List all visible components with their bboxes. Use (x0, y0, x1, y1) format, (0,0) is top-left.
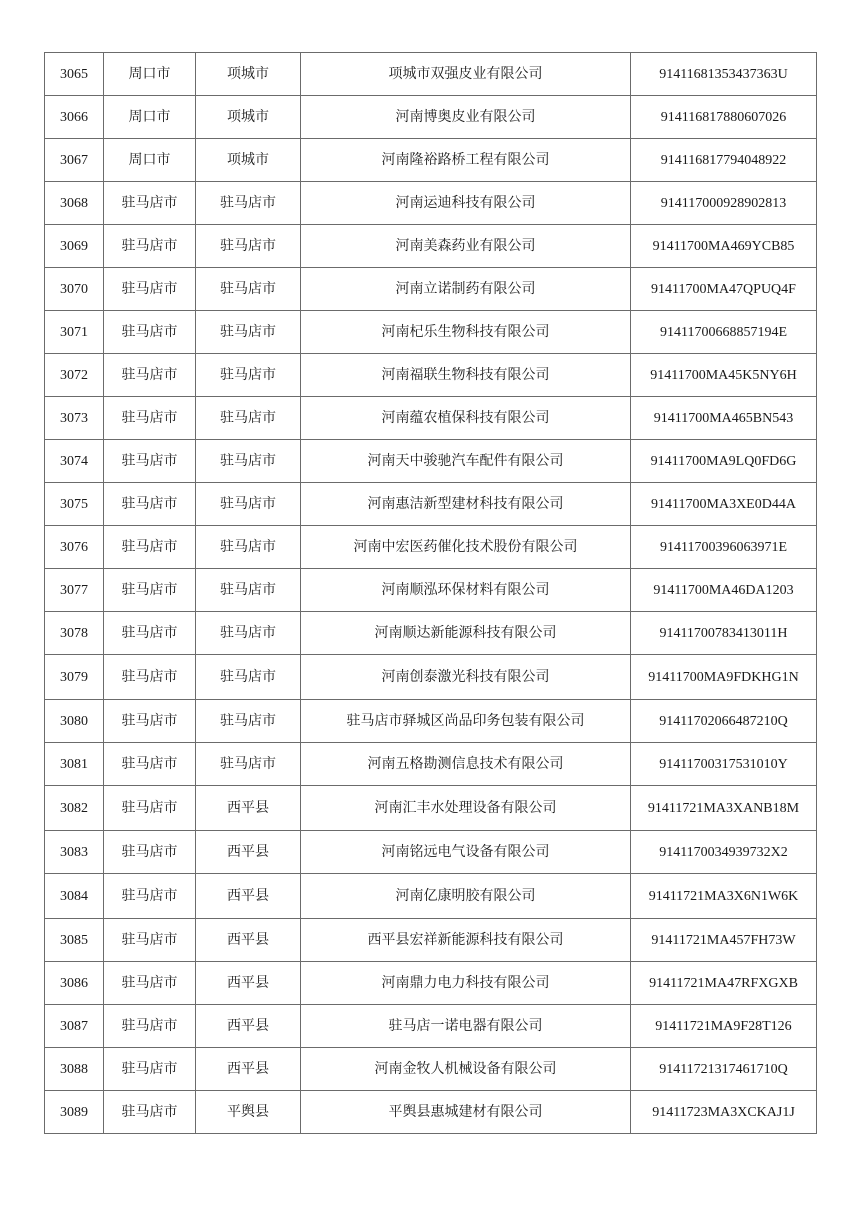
row-index: 3073 (45, 397, 104, 440)
row-county: 项城市 (196, 139, 301, 182)
row-city: 驻马店市 (104, 1091, 196, 1134)
row-company-name: 河南顺达新能源科技有限公司 (301, 612, 631, 655)
row-index: 3071 (45, 311, 104, 354)
row-credit-code: 91411721317461710Q (631, 1048, 817, 1091)
row-city: 驻马店市 (104, 569, 196, 612)
row-company-name: 河南惠洁新型建材科技有限公司 (301, 483, 631, 526)
row-county: 驻马店市 (196, 612, 301, 655)
row-company-name: 河南运迪科技有限公司 (301, 182, 631, 225)
table-row (45, 354, 817, 397)
row-company-name: 驻马店市驿城区尚品印务包装有限公司 (301, 700, 631, 743)
row-index: 3077 (45, 569, 104, 612)
row-city: 驻马店市 (104, 700, 196, 743)
row-city: 周口市 (104, 139, 196, 182)
row-city: 驻马店市 (104, 874, 196, 919)
row-company-name: 河南汇丰水处理设备有限公司 (301, 786, 631, 831)
row-county: 驻马店市 (196, 700, 301, 743)
row-county: 驻马店市 (196, 655, 301, 700)
row-company-name: 河南立诺制药有限公司 (301, 268, 631, 311)
row-credit-code: 914116817880607026 (631, 96, 817, 139)
row-index: 3080 (45, 700, 104, 743)
table-row (45, 397, 817, 440)
row-credit-code: 91411700MA469YCB85 (631, 225, 817, 268)
company-list-table (44, 52, 817, 1134)
row-city: 驻马店市 (104, 831, 196, 874)
row-credit-code: 91411721MA3X6N1W6K (631, 874, 817, 919)
row-county: 项城市 (196, 96, 301, 139)
row-company-name: 河南五格勘测信息技术有限公司 (301, 743, 631, 786)
table-row (45, 483, 817, 526)
row-company-name: 河南亿康明胶有限公司 (301, 874, 631, 919)
table-row (45, 268, 817, 311)
row-company-name: 西平县宏祥新能源科技有限公司 (301, 919, 631, 962)
row-county: 西平县 (196, 786, 301, 831)
row-index: 3069 (45, 225, 104, 268)
row-city: 驻马店市 (104, 919, 196, 962)
row-index: 3068 (45, 182, 104, 225)
row-index: 3088 (45, 1048, 104, 1091)
row-company-name: 河南隆裕路桥工程有限公司 (301, 139, 631, 182)
table-row (45, 743, 817, 786)
row-county: 平舆县 (196, 1091, 301, 1134)
row-index: 3081 (45, 743, 104, 786)
table-row (45, 1005, 817, 1048)
row-index: 3086 (45, 962, 104, 1005)
row-company-name: 河南金牧人机械设备有限公司 (301, 1048, 631, 1091)
row-county: 驻马店市 (196, 569, 301, 612)
row-index: 3087 (45, 1005, 104, 1048)
row-city: 驻马店市 (104, 786, 196, 831)
row-city: 驻马店市 (104, 962, 196, 1005)
row-city: 驻马店市 (104, 1005, 196, 1048)
table-row (45, 700, 817, 743)
row-city: 驻马店市 (104, 440, 196, 483)
row-county: 西平县 (196, 1005, 301, 1048)
row-county: 驻马店市 (196, 743, 301, 786)
table-row (45, 96, 817, 139)
table-row (45, 1091, 817, 1134)
row-county: 驻马店市 (196, 440, 301, 483)
row-city: 驻马店市 (104, 311, 196, 354)
row-credit-code: 91411721MA457FH73W (631, 919, 817, 962)
table-row (45, 874, 817, 919)
row-city: 驻马店市 (104, 612, 196, 655)
row-index: 3084 (45, 874, 104, 919)
row-index: 3083 (45, 831, 104, 874)
row-index: 3089 (45, 1091, 104, 1134)
row-credit-code: 91411700668857194E (631, 311, 817, 354)
row-index: 3078 (45, 612, 104, 655)
table-row (45, 919, 817, 962)
row-county: 西平县 (196, 831, 301, 874)
table-row (45, 311, 817, 354)
row-index: 3075 (45, 483, 104, 526)
row-index: 3085 (45, 919, 104, 962)
table-row (45, 655, 817, 700)
row-company-name: 河南顺泓环保材料有限公司 (301, 569, 631, 612)
table-row (45, 962, 817, 1005)
row-company-name: 河南蕴农植保科技有限公司 (301, 397, 631, 440)
table-row (45, 139, 817, 182)
row-company-name: 河南天中骏驰汽车配件有限公司 (301, 440, 631, 483)
row-county: 西平县 (196, 962, 301, 1005)
table-body (45, 53, 817, 1134)
row-credit-code: 91411721MA47RFXGXB (631, 962, 817, 1005)
row-credit-code: 91411702066487210Q (631, 700, 817, 743)
row-credit-code: 91411700MA47QPUQ4F (631, 268, 817, 311)
row-credit-code: 91411700783413011H (631, 612, 817, 655)
row-city: 周口市 (104, 53, 196, 96)
row-city: 驻马店市 (104, 182, 196, 225)
row-index: 3067 (45, 139, 104, 182)
table-row (45, 831, 817, 874)
row-credit-code: 914116817794048922 (631, 139, 817, 182)
row-county: 西平县 (196, 919, 301, 962)
row-company-name: 河南中宏医药催化技术股份有限公司 (301, 526, 631, 569)
row-company-name: 平舆县惠城建材有限公司 (301, 1091, 631, 1134)
row-credit-code: 91411700MA465BN543 (631, 397, 817, 440)
row-county: 西平县 (196, 1048, 301, 1091)
row-company-name: 项城市双强皮业有限公司 (301, 53, 631, 96)
row-credit-code: 91411681353437363U (631, 53, 817, 96)
row-county: 驻马店市 (196, 397, 301, 440)
row-index: 3074 (45, 440, 104, 483)
row-city: 驻马店市 (104, 1048, 196, 1091)
row-city: 驻马店市 (104, 483, 196, 526)
table-row (45, 53, 817, 96)
row-credit-code: 91411700MA45K5NY6H (631, 354, 817, 397)
row-index: 3079 (45, 655, 104, 700)
row-credit-code: 91411700396063971E (631, 526, 817, 569)
table-row (45, 569, 817, 612)
row-index: 3070 (45, 268, 104, 311)
row-company-name: 驻马店一诺电器有限公司 (301, 1005, 631, 1048)
row-index: 3072 (45, 354, 104, 397)
row-credit-code: 91411700MA9LQ0FD6G (631, 440, 817, 483)
row-company-name: 河南美森药业有限公司 (301, 225, 631, 268)
row-city: 周口市 (104, 96, 196, 139)
row-company-name: 河南福联生物科技有限公司 (301, 354, 631, 397)
row-city: 驻马店市 (104, 354, 196, 397)
row-credit-code: 91411700MA9FDKHG1N (631, 655, 817, 700)
row-city: 驻马店市 (104, 526, 196, 569)
table-row (45, 1048, 817, 1091)
row-county: 项城市 (196, 53, 301, 96)
row-credit-code: 91411700MA46DA1203 (631, 569, 817, 612)
table-row (45, 225, 817, 268)
row-company-name: 河南杞乐生物科技有限公司 (301, 311, 631, 354)
row-city: 驻马店市 (104, 225, 196, 268)
row-county: 驻马店市 (196, 225, 301, 268)
table-row (45, 526, 817, 569)
row-credit-code: 91411723MA3XCKAJ1J (631, 1091, 817, 1134)
row-county: 驻马店市 (196, 311, 301, 354)
row-city: 驻马店市 (104, 397, 196, 440)
row-credit-code: 91411700MA3XE0D44A (631, 483, 817, 526)
row-county: 驻马店市 (196, 354, 301, 397)
row-city: 驻马店市 (104, 268, 196, 311)
table-row (45, 440, 817, 483)
row-county: 西平县 (196, 874, 301, 919)
table-row (45, 612, 817, 655)
row-credit-code: 914117000928902813 (631, 182, 817, 225)
row-credit-code: 91411700317531010Y (631, 743, 817, 786)
row-county: 驻马店市 (196, 268, 301, 311)
row-credit-code: 91411721MA3XANB18M (631, 786, 817, 831)
row-county: 驻马店市 (196, 526, 301, 569)
row-county: 驻马店市 (196, 483, 301, 526)
row-credit-code: 9141170034939732X2 (631, 831, 817, 874)
document-page (44, 52, 817, 1134)
row-index: 3076 (45, 526, 104, 569)
row-city: 驻马店市 (104, 655, 196, 700)
table-row (45, 182, 817, 225)
row-company-name: 河南鼎力电力科技有限公司 (301, 962, 631, 1005)
row-city: 驻马店市 (104, 743, 196, 786)
row-county: 驻马店市 (196, 182, 301, 225)
table-row (45, 786, 817, 831)
row-credit-code: 91411721MA9F28T126 (631, 1005, 817, 1048)
row-company-name: 河南创泰激光科技有限公司 (301, 655, 631, 700)
row-index: 3066 (45, 96, 104, 139)
row-index: 3065 (45, 53, 104, 96)
row-index: 3082 (45, 786, 104, 831)
row-company-name: 河南铭远电气设备有限公司 (301, 831, 631, 874)
row-company-name: 河南博奥皮业有限公司 (301, 96, 631, 139)
